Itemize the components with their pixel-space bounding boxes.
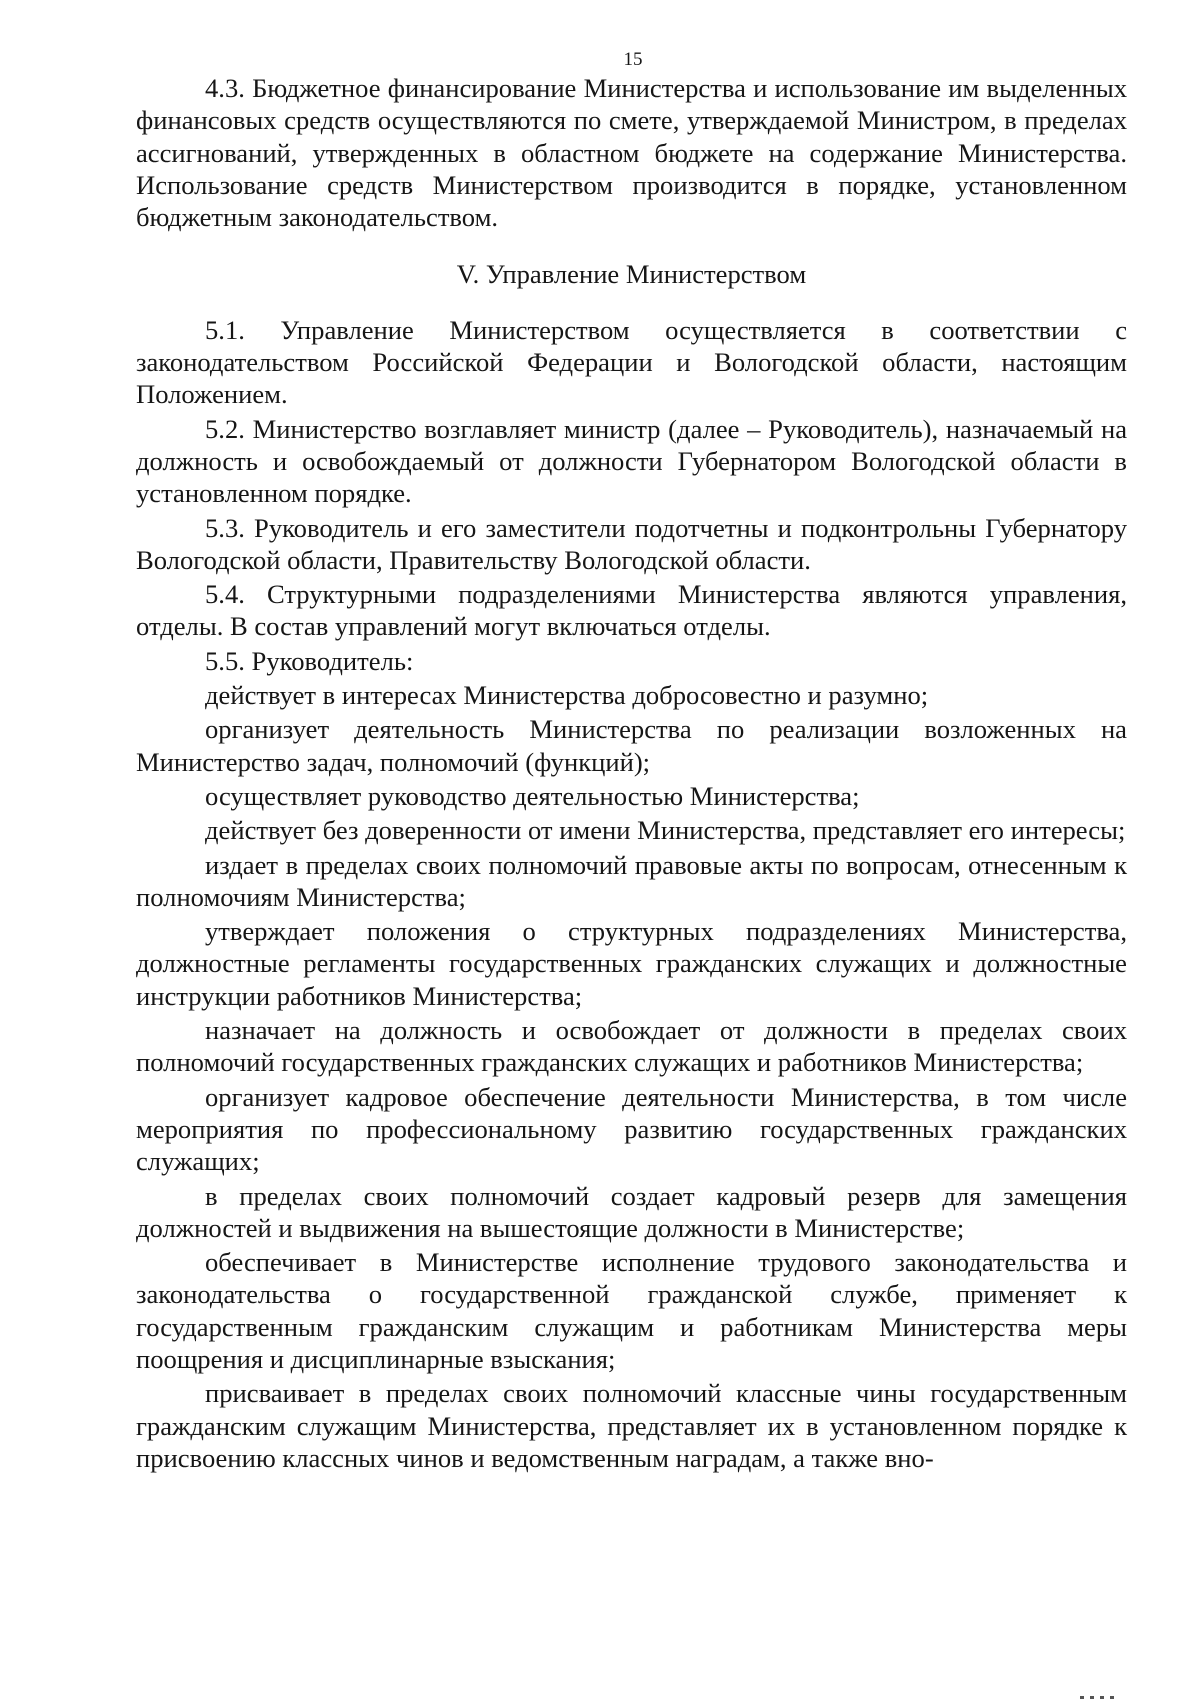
paragraph-4-3: 4.3. Бюджетное финансирование Министерства и использование им выделенных финансовых средств осуществляются по смете, утверждаемой Министром, в пределах ассигнований, утвержденных в областном бюджете на содержание Министерства. Использование средств Министерством производится в порядке, установленном бюджетным законодательством. bbox=[136, 73, 1127, 233]
duty-item: организует деятельность Министерства по реализации возложенных на Министерство задач, полномочий (функций); bbox=[136, 714, 1127, 777]
duty-item: присваивает в пределах своих полномочий классные чины государственным гражданским служащим Министерства, представляет их в установленном порядке к присвоению классных чинов и ведомственным наградам, а также вно- bbox=[136, 1378, 1127, 1473]
clause-5-1: 5.1. Управление Министерством осуществляется в соответствии с законодательством Российской Федерации и Вологодской области, настоящим Положением. bbox=[136, 314, 1127, 410]
clause-5-4: 5.4. Структурными подразделениями Министерства являются управления, отделы. В состав управлений могут включаться отделы. bbox=[136, 579, 1127, 642]
scan-artifact bbox=[1080, 1686, 1130, 1691]
clause-5-5: 5.5. Руководитель: bbox=[205, 645, 414, 676]
page-number: 15 bbox=[623, 49, 643, 70]
duty-item: обеспечивает в Министерстве исполнение трудового законодательства и законодательства о государственной гражданской службе, применяет к государственным гражданским служащим и работникам Министерства меры поощрения и дисциплинарные взыскания; bbox=[136, 1247, 1127, 1374]
duty-item: издает в пределах своих полномочий правовые акты по вопросам, отнесенным к полномочиям Министерства; bbox=[136, 849, 1127, 912]
duty-item: осуществляет руководство деятельностью Министерства; bbox=[205, 780, 860, 811]
duty-item: в пределах своих полномочий создает кадровый резерв для замещения должностей и выдвижения на вышестоящие должности в Министерстве; bbox=[136, 1180, 1127, 1243]
section-heading: V. Управление Министерством bbox=[456, 259, 807, 290]
clause-5-3: 5.3. Руководитель и его заместители подотчетны и подконтрольны Губернатору Вологодской области, Правительству Вологодской области. bbox=[136, 512, 1127, 575]
document-body bbox=[136, 72, 1127, 1476]
duty-item: организует кадровое обеспечение деятельности Министерства, в том числе мероприятия по профессиональному развитию государственных гражданских служащих; bbox=[136, 1081, 1127, 1177]
duty-item: действует без доверенности от имени Министерства, представляет его интересы; bbox=[205, 815, 1126, 846]
duty-item: назначает на должность и освобождает от должности в пределах своих полномочий государственных гражданских служащих и работников Министерства; bbox=[136, 1015, 1127, 1078]
duty-item: утверждает положения о структурных подразделениях Министерства, должностные регламенты государственных гражданских служащих и должностные инструкции работников Министерства; bbox=[136, 916, 1127, 1011]
duty-item: действует в интересах Министерства добросовестно и разумно; bbox=[205, 680, 929, 711]
clause-5-2: 5.2. Министерство возглавляет министр (далее – Руководитель), назначаемый на должность и освобождаемый от должности Губернатором Вологодской области в установленном порядке. bbox=[136, 413, 1127, 509]
